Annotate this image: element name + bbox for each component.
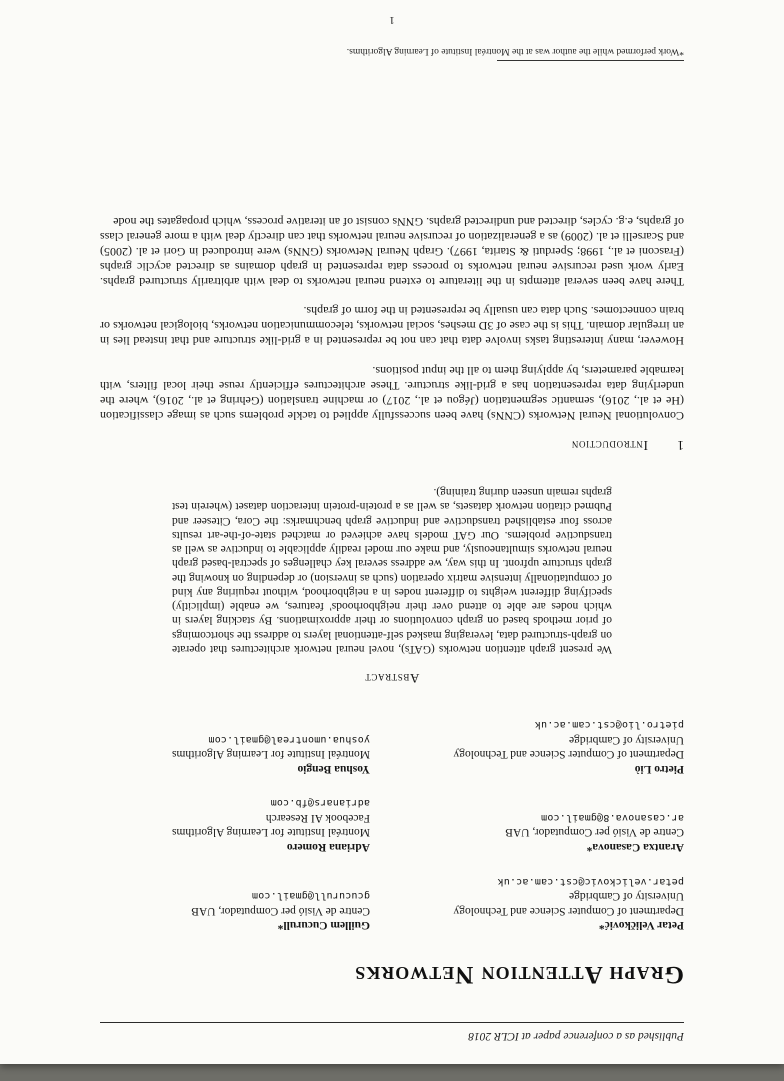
author-affiliation: Centre de Visió per Computador, UAB [505,826,684,839]
author-block-cucurull [100,874,370,932]
author-email: gcucurull@gmail.com [251,890,370,902]
section-title: Introduction [571,437,648,453]
author-email: petar.velickovic@cst.cam.ac.uk [497,875,684,887]
intro-paragraph-2: However, many interesting tasks involve data that can not be represented in a grid-like structure and that instead lies in an irregular domain. This is the case of 3D meshes, social networks, telecommunication networks, biological networks or brain connectomes. Such data can usually be represented in the form of graphs. [100,304,684,349]
author-email: adrianars@fb.com [270,797,370,809]
intro-paragraph-1: Convolutional Neural Networks (CNNs) have been successfully applied to tackle problems such as image classification (He et al., 2016), semantic segmentation (Jégou et al., 2017) or machine translation (Gehring et al., 2016), where the underlying data representation has a grid-like structure. These architectures efficiently reuse their local filters, with learnable parameters, by applying them to all the input positions. [100,363,684,423]
author-block-velickovic [370,874,684,932]
author-email: yoshua.umontreal@gmail.com [208,733,370,745]
author-email: ar.casanova.8@gmail.com [540,811,684,823]
paper-title: Graph Attention Networks [354,961,684,988]
author-email: pietro.lio@cst.cam.ac.uk [534,719,684,731]
section-number: 1 [677,437,684,453]
header-rule [100,1022,684,1023]
author-affiliation: Centre de Visió per Computador, UAB [191,904,370,917]
author-name: Adriana Romero [286,840,370,853]
abstract-text: We present graph attention networks (GATs), novel neural network architectures that operate on graph-structured data, leveraging masked self-attentional layers to address the shortcomings of prior methods based on graph convolutions or their approximations. By stacking layers in which nodes are able to attend over their neighborhoods' features, we enable (implicitly) specifying different weights to different nodes in a neighborhood, without requiring any kind of computationally intensive matrix operation (such as inversion) or depending on knowing the graph structure upfront. In this way, we address several key challenges of spectral-based graph neural networks simultaneously, and make our model readily applicable to inductive as well as transductive problems. Our GAT models have achieved or matched state-of-the-art results across four established transductive and inductive graph benchmarks: the Cora, Citeseer and Pubmed citation network datasets, as well as a protein-protein interaction dataset (wherein test graphs remain unseen during training). [172,486,612,655]
section-heading-introduction [100,437,684,453]
author-name: Yoshua Bengio [297,762,370,775]
footnote-area [100,46,684,61]
abstract-heading: Abstract [364,670,420,686]
page-number: 1 [389,14,395,26]
author-affiliation: Facebook AI Research [265,811,370,824]
author-affiliation: Montréal Institute for Learning Algorithms [171,748,370,761]
author-name: Guillem Cucurull* [277,919,370,931]
author-name: Petar Veličković* [598,919,684,931]
author-block-lio [370,718,684,776]
author-affiliation: University of Cambridge [569,733,684,746]
author-name: Arantxa Casanova* [586,840,684,853]
footnote-rule [497,60,684,61]
author-affiliation: University of Cambridge [569,890,684,903]
author-affiliation: Department of Computer Science and Technology [453,904,684,917]
conference-header: Published as a conference paper at ICLR 2018 [468,1030,684,1042]
abstract-section [100,485,684,686]
author-block-casanova [370,796,684,854]
author-block-bengio [100,718,370,776]
author-block-romero [100,796,370,854]
intro-paragraph-3: There have been several attempts in the literature to extend neural networks to deal with arbitrarily structured graphs. Early work used recursive neural networks to process data represented in graph domains as directed acyclic graphs (Frasconi et al., 1998; Sperduti & Starita, 1997). Graph Neural Networks (GNNs) were introduced in Gori et al. (2005) and Scarselli et al. (2009) as a generalization of recursive neural networks that can directly deal with a more general class of graphs, e.g. cycles, directed and undirected graphs. GNNs consist of an iterative process, which propagates the node [100,214,684,290]
author-name: Pietro Liò [634,762,684,775]
footnote-text: *Work performed while the author was at the Montréal Institute of Learning Algorithms. [346,46,684,56]
author-grid [100,718,684,932]
author-affiliation: Department of Computer Science and Technology [453,748,684,761]
author-affiliation: Montréal Institute for Learning Algorithms [171,826,370,839]
